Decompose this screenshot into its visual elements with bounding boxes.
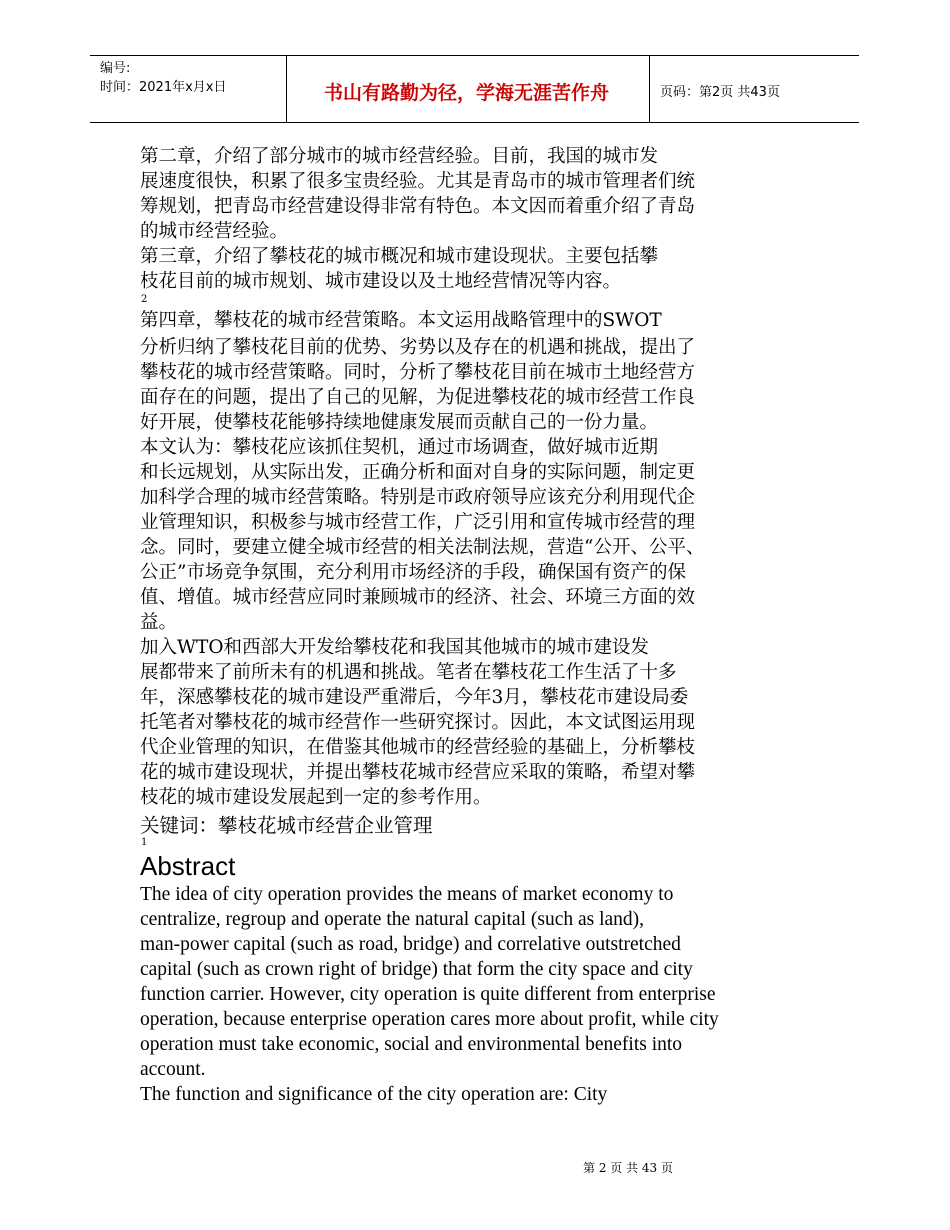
text-line: 业管理知识，积极参与城市经营工作，广泛引用和宣传城市经营的理 — [140, 512, 696, 533]
text-line: 公正”市场竞争氛围，充分利用市场经济的手段，确保国有资产的保 — [140, 562, 686, 583]
page-footer: 第 2 页 共 43 页 — [583, 1161, 673, 1175]
text-line: 年，深感攀枝花的城市建设严重滞后，今年3月，攀枝花市建设局委 — [140, 687, 689, 708]
document-time-label: 时间：2021年x月x日 — [100, 80, 227, 95]
text-line: 的城市经营经验。 — [140, 221, 289, 242]
text-line: 托笔者对攀枝花的城市经营作一些研究探讨。因此，本文试图运用现 — [140, 712, 696, 733]
text-line: 本文认为：攀枝花应该抓住契机，通过市场调查，做好城市近期 — [140, 437, 659, 458]
text-line: 益。 — [140, 612, 178, 633]
text-line: 面存在的问题，提出了自己的见解，为促进攀枝花的城市经营工作良 — [140, 387, 696, 408]
abstract-line: operation must take economic, social and environmental benefits into — [140, 1034, 683, 1055]
text-line: 好开展，使攀枝花能够持续地健康发展而贡献自己的一份力量。 — [140, 412, 659, 433]
text-line: 代企业管理的知识，在借鉴其他城市的经营经验的基础上，分析攀枝 — [140, 737, 696, 758]
abstract-line: capital (such as crown right of bridge) that form the city space and city — [140, 959, 693, 980]
header-meta — [100, 59, 226, 97]
text-line: 加入WTO和西部大开发给攀枝花和我国其他城市的城市建设发 — [140, 637, 650, 658]
abstract-line: The idea of city operation provides the means of market economy to — [140, 884, 674, 905]
abstract-line: operation, because enterprise operation cares more about profit, while city — [140, 1009, 719, 1030]
text-line: 花的城市建设现状，并提出攀枝花城市经营应采取的策略，希望对攀 — [140, 762, 696, 783]
text-line: 第四章，攀枝花的城市经营策略。本文运用战略管理中的SWOT — [140, 310, 662, 331]
footnote-marker: 2 — [141, 294, 148, 305]
header-divider-right — [649, 56, 650, 122]
text-line: 第二章，介绍了部分城市的城市经营经验。目前，我国的城市发 — [140, 146, 659, 167]
abstract-line: The function and significance of the city operation are: City — [140, 1084, 608, 1105]
abstract-line: man-power capital (such as road, bridge) and correlative outstretched — [140, 934, 681, 955]
header-page-info: 页码：第2页 共43页 — [660, 85, 780, 100]
text-line: 筹规划，把青岛市经营建设得非常有特色。本文因而着重介绍了青岛 — [140, 196, 696, 217]
text-line: 念。同时，要建立健全城市经营的相关法制法规，营造“公开、公平、 — [140, 537, 705, 558]
text-line: 分析归纳了攀枝花目前的优势、劣势以及存在的机遇和挑战，提出了 — [140, 337, 696, 358]
text-line: 值、增值。城市经营应同时兼顾城市的经济、社会、环境三方面的效 — [140, 587, 696, 608]
text-line: 枝花目前的城市规划、城市建设以及土地经营情况等内容。 — [140, 271, 622, 292]
abstract-line: account. — [140, 1059, 206, 1080]
keywords-line: 关键词：攀枝花城市经营企业管理 — [140, 814, 433, 837]
text-line: 枝花的城市建设发展起到一定的参考作用。 — [140, 787, 492, 808]
text-line: 攀枝花的城市经营策略。同时，分析了攀枝花目前在城市土地经营方 — [140, 362, 696, 383]
abstract-line: centralize, regroup and operate the natural capital (such as land), — [140, 909, 645, 930]
page-header — [90, 55, 859, 123]
text-line: 和长远规划，从实际出发，正确分析和面对自身的实际问题，制定更 — [140, 462, 696, 483]
text-line: 第三章，介绍了攀枝花的城市概况和城市建设现状。主要包括攀 — [140, 246, 659, 267]
text-line: 加科学合理的城市经营策略。特别是市政府领导应该充分利用现代企 — [140, 487, 696, 508]
document-number-label: 编号: — [100, 61, 131, 76]
header-motto: 书山有路勤为径，学海无涯苦作舟 — [323, 82, 609, 104]
abstract-line: function carrier. However, city operation is quite different from enterprise — [140, 984, 716, 1005]
header-divider-left — [286, 56, 287, 122]
footnote-marker: 1 — [141, 837, 148, 848]
text-line: 展都带来了前所未有的机遇和挑战。笔者在攀枝花工作生活了十多 — [140, 662, 677, 683]
text-line: 展速度很快，积累了很多宝贵经验。尤其是青岛市的城市管理者们统 — [140, 171, 696, 192]
abstract-heading: Abstract — [140, 851, 236, 881]
